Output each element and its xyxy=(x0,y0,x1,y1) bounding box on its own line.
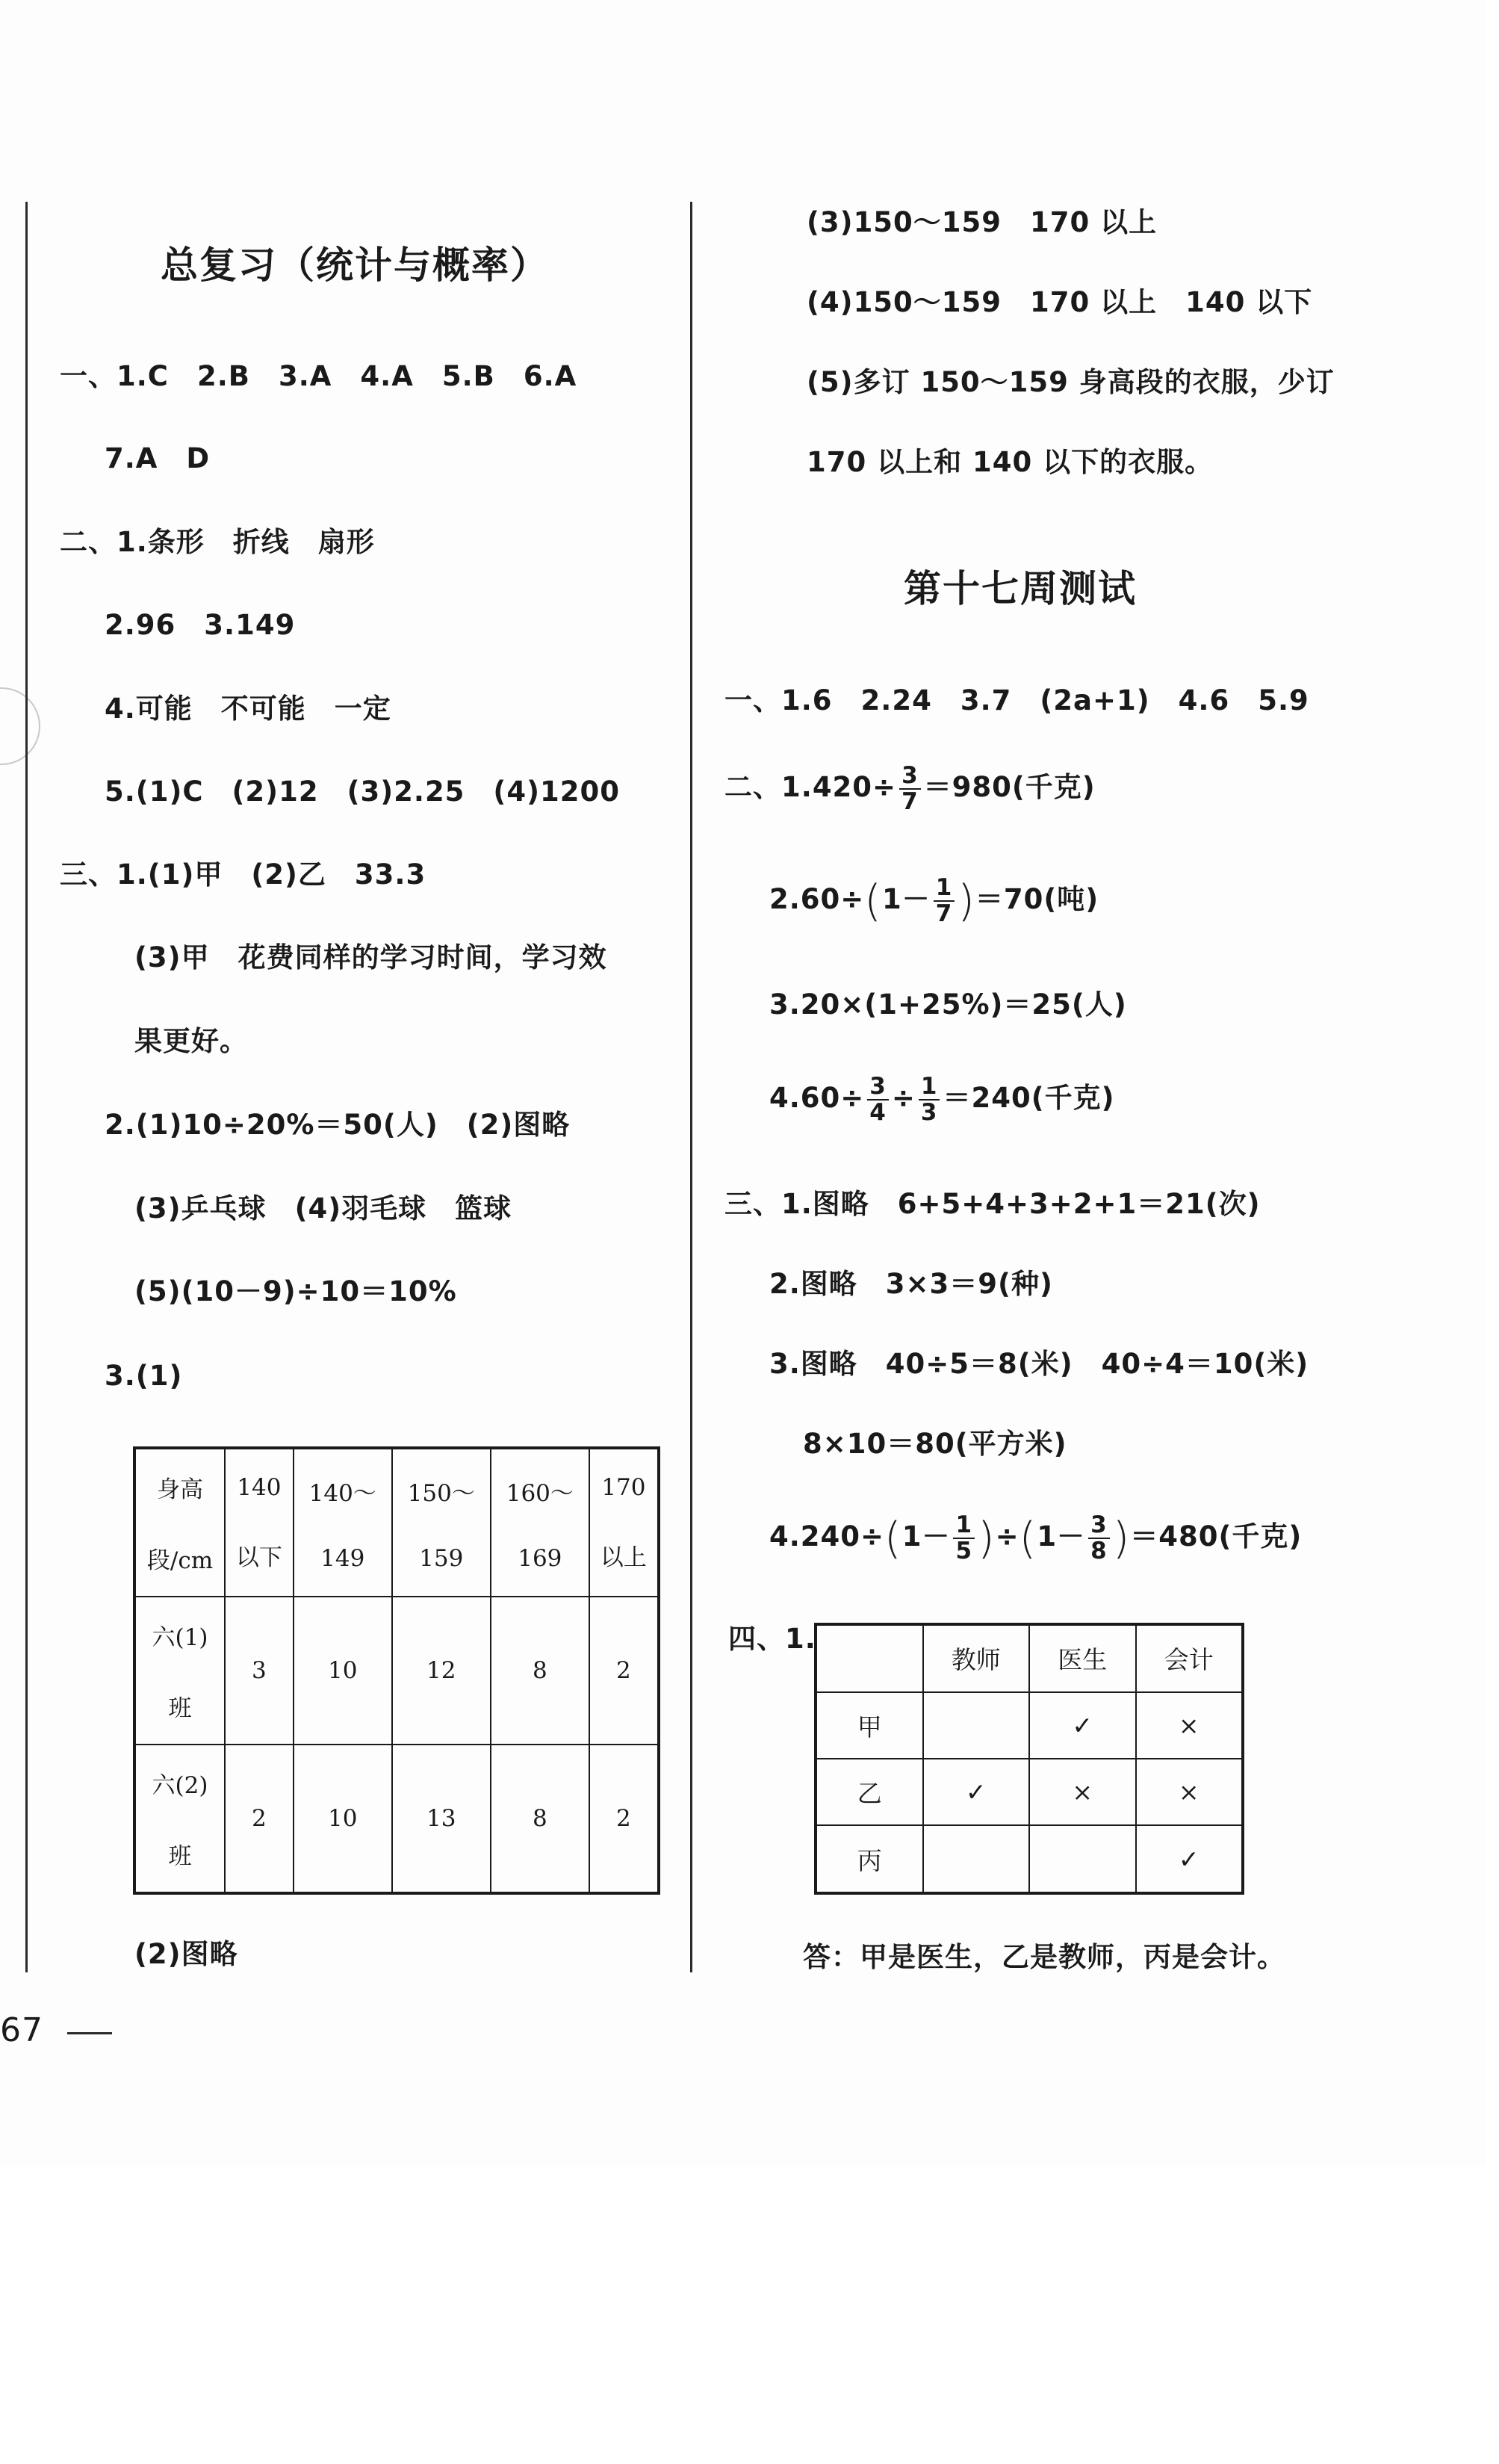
table-row xyxy=(134,1597,659,1745)
table-cell: 2 xyxy=(589,1597,659,1745)
eq-text: ＝980(千克) xyxy=(923,771,1096,804)
right-eq-1 xyxy=(724,764,1096,814)
left-footer-line: (2)图略 xyxy=(134,1938,238,1970)
table-cell: 2 xyxy=(589,1745,659,1893)
table-cell: ✓ xyxy=(1136,1825,1244,1893)
fraction: $\frac{1}{3}$ xyxy=(919,1074,940,1124)
eq-text: ＝240(千克) xyxy=(943,1082,1115,1115)
table-cell: × xyxy=(1029,1759,1136,1825)
left-line-3: 二、1.条形 折线 扇形 xyxy=(60,526,375,558)
header-cell: 160～ xyxy=(506,1479,574,1507)
right-eq-2 xyxy=(769,876,1099,926)
table-cell: 8 xyxy=(491,1597,589,1745)
left-margin-line xyxy=(25,202,28,1972)
header-cell xyxy=(816,1624,923,1692)
left-line-5: 4.可能 不可能 一定 xyxy=(105,693,391,725)
row-label: 六(2) xyxy=(152,1772,208,1799)
left-line-11: (3)乒乓球 (4)羽毛球 篮球 xyxy=(134,1192,512,1225)
eq-text: 4.240÷ xyxy=(769,1520,885,1553)
fraction: $\frac{3}{7}$ xyxy=(899,764,921,814)
left-line-8: (3)甲 花费同样的学习时间，学习效 xyxy=(134,941,607,973)
row-label: 六(1) xyxy=(152,1624,208,1651)
left-line-9: 果更好。 xyxy=(134,1025,248,1057)
header-cell: 140 xyxy=(237,1473,282,1501)
eq-text: ＝70(吨) xyxy=(975,883,1099,916)
right-eq-4 xyxy=(769,1074,1115,1124)
right-top-line-1: (3)150～159 170 以上 xyxy=(807,206,1158,238)
paren: ( xyxy=(864,875,882,926)
page-number-dash xyxy=(67,2032,112,2034)
table-row xyxy=(816,1692,1243,1759)
column-divider xyxy=(690,202,692,1972)
left-line-13: 3.(1) xyxy=(105,1360,183,1392)
right-q1: 一、1.6 2.24 3.7 (2a+1) 4.6 5.9 xyxy=(724,684,1309,716)
left-line-6: 5.(1)C (2)12 (3)2.25 (4)1200 xyxy=(105,776,620,808)
table-row xyxy=(134,1448,659,1597)
header-cell: 140～ xyxy=(308,1479,376,1507)
eq-text: ＝480(千克) xyxy=(1130,1520,1303,1553)
table-cell: × xyxy=(1136,1759,1244,1825)
header-cell: 以上 xyxy=(600,1544,647,1571)
row-label: 丙 xyxy=(816,1825,923,1893)
fraction: $\frac{3}{4}$ xyxy=(867,1074,889,1124)
table-cell: 3 xyxy=(225,1597,294,1745)
right-s3-line-3: 3.图略 40÷5＝8(米) 40÷4＝10(米) xyxy=(769,1348,1309,1380)
left-section-title: 总复习（统计与概率） xyxy=(161,244,549,287)
page-number: 67 xyxy=(0,2011,43,2049)
table-cell: 10 xyxy=(294,1745,392,1893)
height-distribution-table xyxy=(133,1446,660,1895)
right-eq-5 xyxy=(769,1513,1302,1563)
header-cell: 169 xyxy=(518,1544,562,1572)
table-cell: ✓ xyxy=(1029,1692,1136,1759)
table-cell xyxy=(1029,1825,1136,1893)
eq-text: 2.60÷ xyxy=(769,883,865,916)
table-cell: 12 xyxy=(392,1597,491,1745)
table-cell: ✓ xyxy=(923,1759,1030,1825)
right-section-title: 第十七周测试 xyxy=(904,567,1137,610)
left-line-10: 2.(1)10÷20%＝50(人) (2)图略 xyxy=(105,1109,571,1141)
eq-text: ÷ xyxy=(891,1082,916,1115)
logic-table xyxy=(814,1623,1244,1895)
eq-text: 1－ xyxy=(1037,1520,1086,1553)
left-line-12: (5)(10－9)÷10＝10% xyxy=(134,1275,457,1307)
header-cell: 身高 xyxy=(157,1476,203,1503)
eq-text: ÷ xyxy=(995,1520,1019,1553)
table-row xyxy=(816,1624,1243,1692)
fraction: $\frac{3}{8}$ xyxy=(1088,1513,1110,1563)
table-row xyxy=(134,1745,659,1893)
paren: ) xyxy=(958,875,975,926)
table-row xyxy=(816,1759,1243,1825)
table-row xyxy=(816,1825,1243,1893)
paren: ) xyxy=(1112,1512,1131,1564)
right-top-line-2: (4)150～159 170 以上 140 以下 xyxy=(807,286,1313,318)
eq-text: 1－ xyxy=(901,1520,951,1553)
left-line-1: 一、1.C 2.B 3.A 4.A 5.B 6.A xyxy=(60,360,577,392)
right-s4-label: 四、1. xyxy=(728,1623,816,1655)
left-line-4: 2.96 3.149 xyxy=(105,609,296,641)
left-line-7: 三、1.(1)甲 (2)乙 33.3 xyxy=(60,858,426,891)
table-cell: 8 xyxy=(491,1745,589,1893)
fraction: $\frac{1}{5}$ xyxy=(953,1513,975,1563)
header-cell: 150～ xyxy=(407,1479,475,1507)
table-cell xyxy=(923,1825,1030,1893)
eq-prefix: 二、1. xyxy=(724,771,813,804)
header-cell: 会计 xyxy=(1136,1624,1244,1692)
paren: ( xyxy=(1019,1512,1037,1564)
table-cell: 13 xyxy=(392,1745,491,1893)
header-cell: 170 xyxy=(601,1473,646,1501)
right-s3-line-2: 2.图略 3×3＝9(种) xyxy=(769,1268,1053,1300)
paren: ) xyxy=(978,1512,996,1564)
header-cell: 医生 xyxy=(1029,1624,1136,1692)
fraction: $\frac{1}{7}$ xyxy=(934,876,955,926)
table-cell: 2 xyxy=(225,1745,294,1893)
header-cell: 149 xyxy=(320,1544,365,1572)
row-label: 乙 xyxy=(816,1759,923,1825)
eq-text: 4.60÷ xyxy=(769,1082,865,1115)
right-answer: 答：甲是医生，乙是教师，丙是会计。 xyxy=(803,1941,1285,1973)
left-line-2: 7.A D xyxy=(105,442,211,474)
right-top-line-4: 170 以上和 140 以下的衣服。 xyxy=(807,446,1214,478)
eq-text: 1－ xyxy=(881,883,931,916)
row-label: 班 xyxy=(168,1695,192,1722)
header-cell: 159 xyxy=(419,1544,464,1572)
right-eq-3: 3.20×(1+25%)＝25(人) xyxy=(769,988,1127,1021)
row-label: 班 xyxy=(168,1843,192,1870)
right-top-line-3: (5)多订 150～159 身高段的衣服，少订 xyxy=(807,366,1335,398)
header-cell: 以下 xyxy=(235,1544,282,1571)
table-cell xyxy=(923,1692,1030,1759)
paren: ( xyxy=(884,1512,902,1564)
header-cell: 段/cm xyxy=(146,1547,214,1574)
eq-text: 420÷ xyxy=(812,771,897,804)
table-cell: × xyxy=(1136,1692,1244,1759)
right-s3-line-1: 三、1.图略 6+5+4+3+2+1＝21(次) xyxy=(724,1188,1261,1220)
header-cell: 教师 xyxy=(923,1624,1030,1692)
right-s3-line-4: 8×10＝80(平方米) xyxy=(803,1428,1067,1460)
table-cell: 10 xyxy=(294,1597,392,1745)
row-label: 甲 xyxy=(816,1692,923,1759)
